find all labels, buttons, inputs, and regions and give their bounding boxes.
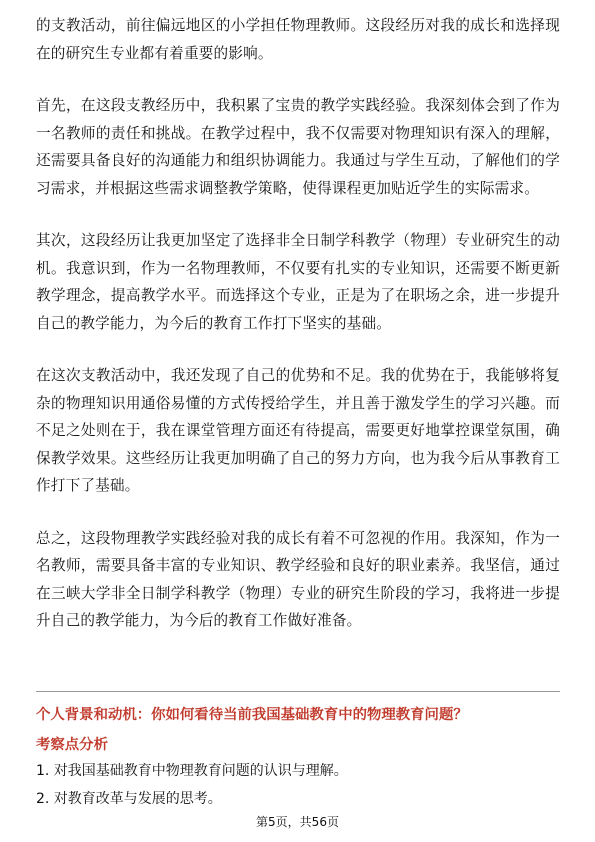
analysis-point: 2. 对教育改革与发展的思考。 [36, 791, 222, 807]
paragraph: 在这次支教活动中，我还发现了自己的优势和不足。我的优势在于，我能够将复杂的物理知识用通俗易懂的方式传授给学生，并且善于激发学生的学习兴趣。而不足之处则在于，我在课堂管理方面还有待提高，需要更好地掌控课堂氛围，确保教学效果。这些经历让我更加明确了自己的努力方向，也为我今后从事教育工作打下了基础。 [36, 367, 560, 494]
paragraph: 的支教活动，前往偏远地区的小学担任物理教师。这段经历对我的成长和选择现在的研究生专业都有着重要的影响。 [36, 17, 560, 62]
analysis-point: 1. 对我国基础教育中物理教育问题的认识与理解。 [36, 763, 348, 779]
paragraph: 其次，这段经历让我更加坚定了选择非全日制学科教学（物理）专业研究生的动机。我意识到，作为一名物理教师，不仅要有扎实的专业知识，还需要不断更新教学理念，提高教学水平。而选择这个专业，正是为了在职场之余，进一步提升自己的教学能力，为今后的教育工作打下坚实的基础。 [36, 232, 560, 332]
paragraph: 首先，在这段支教经历中，我积累了宝贵的教学实践经验。我深刻体会到了作为一名教师的责任和挑战。在教学过程中，我不仅需要对物理知识有深入的理解，还需要具备良好的沟通能力和组织协调能力。我通过与学生互动，了解他们的学习需求，并根据这些需求调整教学策略，使得课程更加贴近学生的实际需求。 [36, 97, 560, 197]
section-divider [36, 691, 560, 692]
analysis-heading: 考察点分析 [36, 737, 108, 753]
body-text [36, 12, 560, 635]
question-title: 个人背景和动机：你如何看待当前我国基础教育中的物理教育问题？ [36, 707, 468, 723]
paragraph: 总之，这段物理教学实践经验对我的成长有着不可忽视的作用。我深知，作为一名教师，需要具备丰富的专业知识、教学经验和良好的职业素养。我坚信，通过在三峡大学非全日制学科教学（物理）专业的研究生阶段的学习，我将进一步提升自己的教学能力，为今后的教育工作做好准备。 [36, 529, 560, 629]
page-number: 第5页，共56页 [256, 815, 339, 829]
